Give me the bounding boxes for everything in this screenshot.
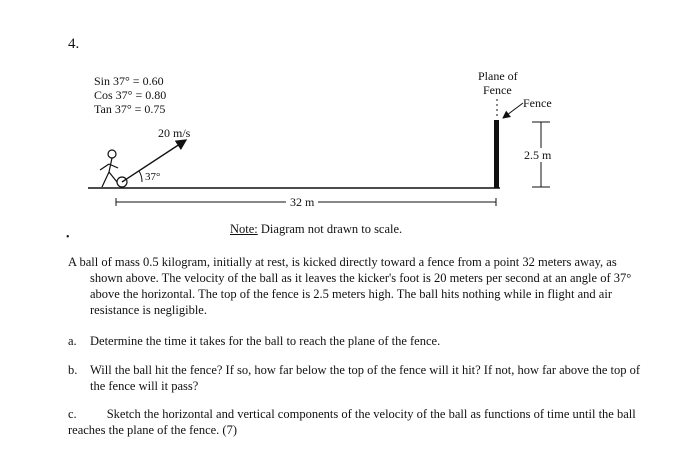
- fence: [494, 120, 499, 188]
- part-b-text: Will the ball hit the fence? If so, how far below the top of the fence will it hit? If not, how far above the top of the fence will it pass?: [90, 363, 641, 393]
- note-prefix: Note:: [230, 222, 258, 236]
- paragraph-first-line: A ball of mass 0.5 kilogram, initially at rest, is kicked directly toward a fence from a point 32 meters away, as: [68, 255, 617, 269]
- part-a-label: a.: [68, 334, 77, 348]
- part-b-label: b.: [68, 363, 78, 377]
- problem-paragraph: [68, 254, 648, 318]
- part-c: [68, 406, 648, 438]
- plane-label-line2: Fence: [483, 83, 512, 97]
- fence-pointer: [503, 103, 523, 118]
- kicker-figure: [100, 150, 118, 187]
- note: [230, 222, 402, 237]
- distance-label: 32 m: [290, 195, 315, 209]
- question-number: 4.: [68, 36, 80, 52]
- note-text: Diagram not drawn to scale.: [257, 222, 403, 236]
- trig-sin: Sin 37° = 0.60: [94, 74, 164, 88]
- velocity-label: 20 m/s: [158, 126, 191, 140]
- part-c-label: c.: [68, 407, 77, 421]
- height-label: 2.5 m: [524, 148, 552, 162]
- bullet-dot: •: [66, 232, 70, 243]
- trig-cos: Cos 37° = 0.80: [94, 88, 167, 102]
- fence-label: Fence: [523, 96, 552, 110]
- angle-arc: [139, 171, 142, 182]
- plane-label-line1: Plane of: [478, 69, 518, 83]
- part-a-text: Determine the time it takes for the ball to reach the plane of the fence.: [90, 334, 441, 348]
- paragraph-rest: shown above. The velocity of the ball as it leaves the kicker's foot is 20 meters per second at an angle of 37° above the horizontal. The top of the fence is 2.5 meters high. The ball hits nothing while in flight and air resistance is negligible.: [90, 271, 632, 317]
- part-c-text: Sketch the horizontal and vertical components of the velocity of the ball as functions of time until the ball reaches the plane of the fence. (7): [68, 407, 636, 437]
- angle-label: 37°: [145, 171, 161, 183]
- trig-tan: Tan 37° = 0.75: [94, 102, 166, 116]
